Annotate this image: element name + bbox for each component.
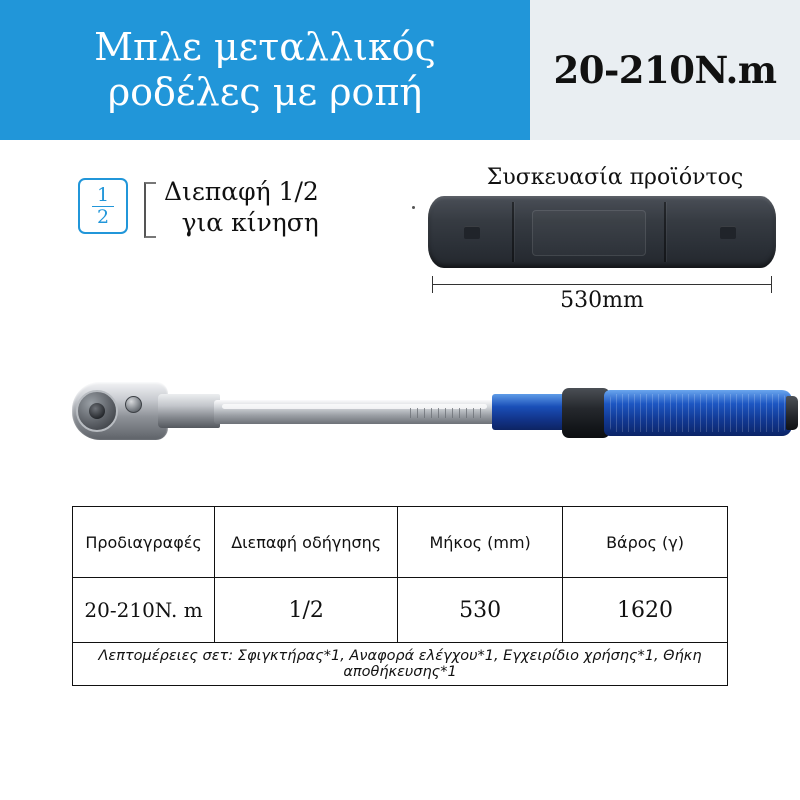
header-banner	[0, 0, 800, 140]
drive-badge-denominator: 2	[96, 205, 110, 228]
drive-square-hole	[89, 403, 105, 419]
header-title-panel	[0, 0, 530, 140]
case-center-panel	[532, 210, 646, 256]
packaging-case-image	[428, 196, 776, 268]
table-header-length: Μήκος (mm)	[398, 507, 563, 578]
torque-range-label: 20-210N.m	[553, 48, 777, 92]
header-torque-panel	[530, 0, 800, 140]
reverse-switch-button	[125, 396, 142, 413]
wrench-neck	[158, 394, 220, 428]
table-cell-drive-interface: 1/2	[215, 578, 398, 643]
drive-size-badge	[78, 178, 128, 234]
handle-knurling	[610, 394, 786, 432]
torque-scale-markings	[410, 408, 484, 418]
specifications-table	[72, 506, 728, 686]
bracket-icon	[144, 182, 156, 238]
handle-end-cap	[786, 396, 798, 430]
packaging-title: Συσκευασία προϊόντος	[486, 165, 744, 190]
dot-artifact	[412, 206, 415, 209]
drive-text-line1: Διεπαφή 1/2	[164, 177, 319, 206]
table-note-row	[73, 643, 728, 686]
black-collar	[562, 388, 610, 438]
page-title-line1: Μπλε μεταλλικός	[94, 25, 436, 70]
drive-interface-text	[164, 176, 319, 239]
case-seam-left	[512, 202, 514, 262]
drive-text-line2: για κίνηση	[181, 208, 319, 238]
case-seam-right	[664, 202, 666, 262]
set-contents-note: Λεπτομέρειες σετ: Σφιγκτήρας*1, Αναφορά ελέγχου*1, Εγχειρίδιο χρήσης*1, Θήκη αποθήκευσης*1	[73, 643, 728, 686]
table-header-specifications: Προδιαγραφές	[73, 507, 215, 578]
drive-badge-numerator: 1	[92, 186, 114, 207]
case-latch-left	[464, 226, 480, 239]
dimension-label: 530mm	[560, 288, 644, 313]
packaging-dimension	[428, 274, 776, 314]
table-row	[73, 578, 728, 643]
table-header-weight: Βάρος (γ)	[563, 507, 728, 578]
page-title-line2: ροδέλες με ροπή	[107, 70, 423, 114]
drive-interface-callout	[78, 178, 319, 239]
torque-wrench-image	[62, 352, 752, 462]
page-title	[94, 25, 436, 115]
table-header-row	[73, 507, 728, 578]
table-cell-specifications: 20-210N. m	[73, 578, 215, 643]
table-cell-weight: 1620	[563, 578, 728, 643]
table-header-drive-interface: Διεπαφή οδήγησης	[215, 507, 398, 578]
case-latch-right	[720, 226, 736, 239]
dimension-line	[432, 284, 772, 285]
table-cell-length: 530	[398, 578, 563, 643]
